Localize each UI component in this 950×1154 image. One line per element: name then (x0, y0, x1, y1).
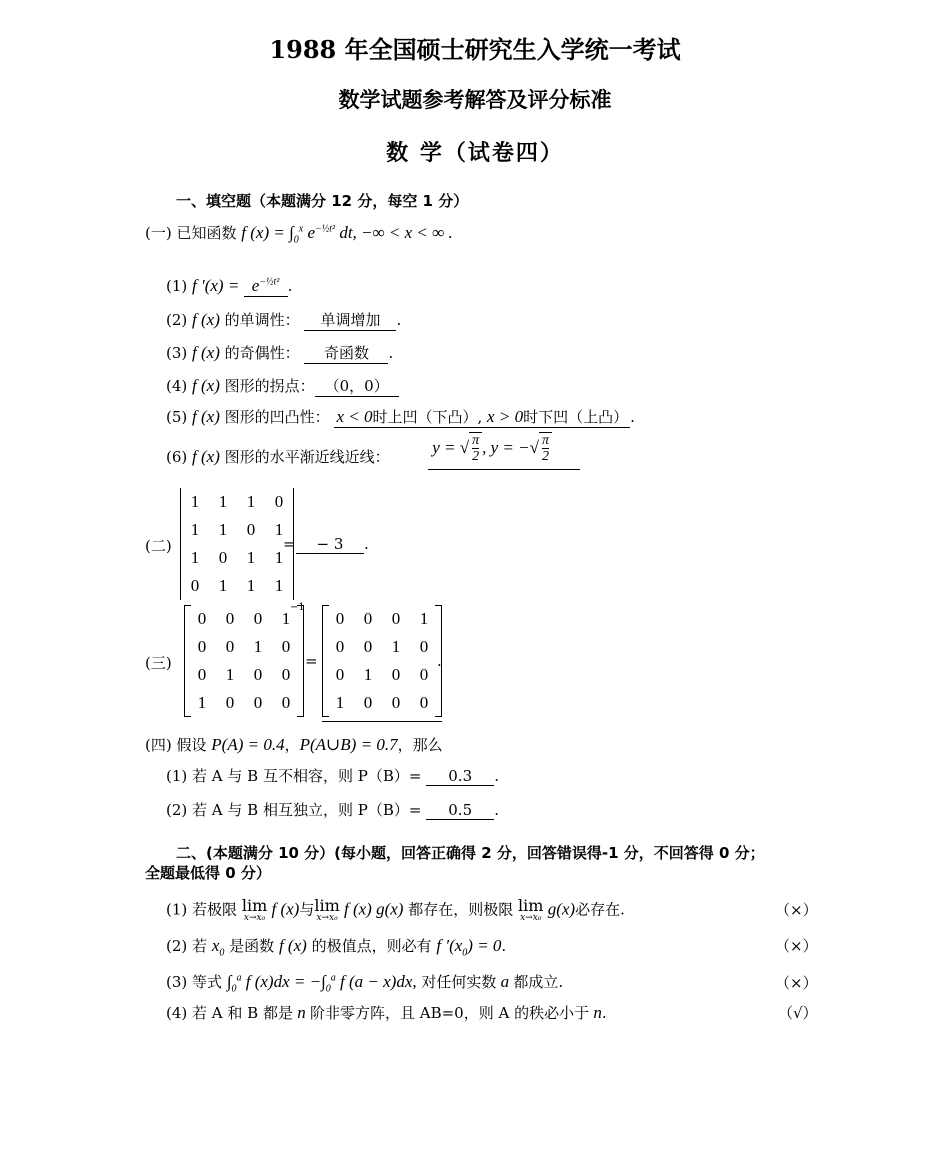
q3-answer-cell: 1 (335, 693, 345, 712)
q1-item4: (4) f (x) 图形的拐点： （0，0） (166, 375, 399, 397)
q3-answer-cell: 0 (363, 637, 373, 656)
q3-matrix-cell: 1 (197, 693, 207, 712)
section1-heading: 一、填空题（本题满分 12 分，每空 1 分） (176, 192, 469, 210)
q2-det-cell: 1 (274, 548, 284, 567)
q3-matrix-cell: 0 (253, 665, 263, 684)
s2-item1-mark: （×） (775, 901, 818, 919)
q2-det-cell: 1 (218, 492, 228, 511)
q2-det-cell: 1 (190, 492, 200, 511)
q3-answer-cell: 1 (363, 665, 373, 684)
q1-label: (一) (145, 224, 172, 242)
q3-answer-cell: 1 (391, 637, 401, 656)
s2-item2: (2) 若 $x_0$ 是函数 f (x) 的极值点，则必有 f $'(x_0) = 0$. (166, 936, 507, 959)
s2-item4-mark: （√） (778, 1004, 818, 1022)
q2-det-cell: 1 (246, 492, 256, 511)
q3-matrix-cell: 0 (197, 609, 207, 628)
q3-answer-cell: 0 (419, 665, 429, 684)
section2-heading: 二、(本题满分 10 分）(每小题，回答正确得 2 分，回答错误得-1 分，不回答得 0 分； (176, 844, 765, 862)
q2-label: (二) (145, 537, 172, 555)
q1-item6-answer: y = √ $\frac{\pi}{2}$ , y = −√ $\frac{\pi}{2}$ (428, 432, 580, 470)
q2-det-cell: 1 (246, 576, 256, 595)
q3-label: (三) (145, 654, 172, 672)
q3-answer-cell: 0 (335, 609, 345, 628)
q1-item2-answer: 单调增加 (304, 309, 396, 331)
q3-answer-cell: 0 (391, 609, 401, 628)
q3-matrix-cell: 0 (197, 665, 207, 684)
q1-formula: f $(x) = \int_0^x$ $e^{-\frac{1}{2}t^2}$ dt, −∞ < x < ∞ . (241, 223, 453, 246)
s2-item3: (3) 等式 $\int_0^a$ f $(x)dx = -\int_0^a$ f (a − x)dx, 对任何实数 a 都成立. (166, 972, 564, 995)
q3-answer-wrap (322, 605, 442, 722)
q3-matrix-cell: 0 (253, 693, 263, 712)
q2-det-cell: 1 (218, 576, 228, 595)
paper-title: 数 学（试卷四） (386, 140, 564, 166)
q4-item1-answer: 0.3 (426, 767, 494, 786)
q1-item6: (6) f (x) 图形的水平渐近线近线： (166, 447, 390, 466)
q2-det-cell: 1 (218, 520, 228, 539)
q3-answer-cell: 0 (363, 609, 373, 628)
q1-item1: (1) f $'(x) = e^{-\frac{1}{2}t^2}$ . (166, 276, 293, 295)
q3-matrix-cell: 1 (225, 665, 235, 684)
q3-matrix-cell: 0 (197, 637, 207, 656)
q2-det-cell: 1 (246, 548, 256, 567)
q3-matrix (184, 605, 304, 717)
q3-answer-matrix (322, 605, 442, 717)
q4-item2: (2) 若 A 与 B 相互独立，则 P（B）= 0.5 . (166, 801, 499, 819)
q1-item5-answer: x < 0时上凹（下凸）, x > 0时下凹（上凸） (336, 407, 629, 426)
q3-answer-cell: 0 (335, 637, 345, 656)
s2-item1: (1) 若极限 lim x→x₀ f (x)与lim x→x₀ f (x) g(x) 都存在，则极限 lim x→x₀ g(x)必存在. (166, 896, 625, 923)
q3-matrix-cell: 0 (281, 637, 291, 656)
q2-answer-wrap: − 3 . (296, 535, 369, 554)
q2-det-cell: 0 (190, 576, 200, 595)
s2-item3-mark: （×） (775, 974, 818, 992)
q3-matrix-cell: 0 (253, 609, 263, 628)
q3-matrix-cell: 0 (225, 693, 235, 712)
section2-heading-cont: 全题最低得 0 分） (145, 864, 271, 882)
q2-determinant (180, 488, 294, 600)
page-title: 1988 年全国硕士研究生入学统一考试 (269, 35, 681, 64)
q3-matrix-cell: 0 (225, 637, 235, 656)
q2-det-cell: 1 (190, 520, 200, 539)
q3-matrix-cell: 1 (253, 637, 263, 656)
q1-item1-answer: $e^{-\frac{1}{2}t^2}$ (244, 276, 288, 297)
q2-det-cell: 1 (274, 576, 284, 595)
q3-matrix-cell: 0 (225, 609, 235, 628)
q3-answer-cell: 0 (335, 665, 345, 684)
q2-det-cell: 1 (274, 520, 284, 539)
q1-text: 已知函数 (176, 224, 237, 242)
exam-page: 1988 年全国硕士研究生入学统一考试 数学试题参考解答及评分标准 数 学（试卷四） 一、填空题（本题满分 12 分，每空 1 分） (一) 已知函数 f $(x) = \int_0^x$ $e^{-\frac{1}{2}t^2}$ dt, −∞ < x < ∞ . (1) f $'(x) = e^{-\frac{1}{2}t^2}$ . (2) f (x) 的单调性： 单调增加 . (3) f (x) 的奇偶性： 奇函数 . (4) f (x) 图形的拐点： （0，0） (5) f (x) 图形的凹凸性： x < 0时上凹（下凸）, x > 0时下凹（上凸） . (6) f (x) 图形的水平渐近线近线： y = √ $\frac{\pi}{2}$ , y = −√ $\frac{\pi}{2}$ (二) 1 1 1 0 1 1 0 1 1 0 1 1 0 1 1 1 = − 3 . (三) 0 0 0 1 0 0 1 0 0 1 0 0 1 0 0 0 −1 = 0 0 0 1 0 0 1 0 0 1 0 0 1 0 0 0 . (四) 假设 P(A) = 0.4，P(A∪B) = 0.7，那么 (1) 若 A 与 B 互不相容，则 P（B）= 0.3 . (2) 若 A 与 B 相互独立，则 P（B）= 0.5 . 二、(本题满分 10 分）(每小题，回答正确得 2 分，回答错误得-1 分，不回答得 0 分； 全题最低得 0 分） (1) 若极限 lim x→x₀ f (x)与lim x→x₀ f (x) g(x) 都存在，则极限 lim x→x₀ g(x)必存在. （×） (2) 若 $x_0$ 是函数 f (x) 的极值点，则必有 f $'(x_0) = 0$. （×） (3) 等式 $\int_0^a$ f $(x)dx = -\int_0^a$ f (a − x)dx, 对任何实数 a 都成立. （×） (4) 若 A 和 B 都是 n 阶非零方阵，且 AB=0，则 A 的秩必小于 n. （√） (0, 0, 950, 1154)
q3-answer-cell: 0 (391, 693, 401, 712)
s2-item4: (4) 若 A 和 B 都是 n 阶非零方阵，且 AB=0，则 A 的秩必小于 n. (166, 1003, 607, 1022)
q2-answer: − 3 (296, 535, 364, 554)
q2-det-cell: 0 (218, 548, 228, 567)
page-subtitle: 数学试题参考解答及评分标准 (338, 87, 612, 112)
q4-line: (四) 假设 P(A) = 0.4，P(A∪B) = 0.7，那么 (145, 735, 443, 754)
q3-matrix-cell: 0 (281, 693, 291, 712)
q2-det-cell: 0 (246, 520, 256, 539)
q1-item3-answer: 奇函数 (304, 342, 388, 364)
q1-item2: (2) f (x) 的单调性： 单调增加 . (166, 310, 402, 329)
q1-line (145, 222, 453, 245)
q1-item5: (5) f (x) 图形的凹凸性： x < 0时上凹（下凸）, x > 0时下凹（上凸） . (166, 407, 635, 426)
q3-answer-cell: 1 (419, 609, 429, 628)
q2-det-cell: 0 (274, 492, 284, 511)
q4-item2-answer: 0.5 (426, 801, 494, 820)
q4-item1: (1) 若 A 与 B 互不相容，则 P（B）= 0.3 . (166, 767, 499, 785)
q2-det-cell: 1 (190, 548, 200, 567)
q3-answer-cell: 0 (419, 637, 429, 656)
q3-matrix-cell: 0 (281, 665, 291, 684)
q3-matrix-cell: 1 (281, 609, 291, 628)
s2-item2-mark: （×） (775, 937, 818, 955)
q3-answer-cell: 0 (391, 665, 401, 684)
q3-answer-cell: 0 (419, 693, 429, 712)
q3-answer-cell: 0 (363, 693, 373, 712)
q1-item3: (3) f (x) 的奇偶性： 奇函数 . (166, 343, 394, 362)
q1-item4-answer: （0，0） (315, 375, 399, 397)
